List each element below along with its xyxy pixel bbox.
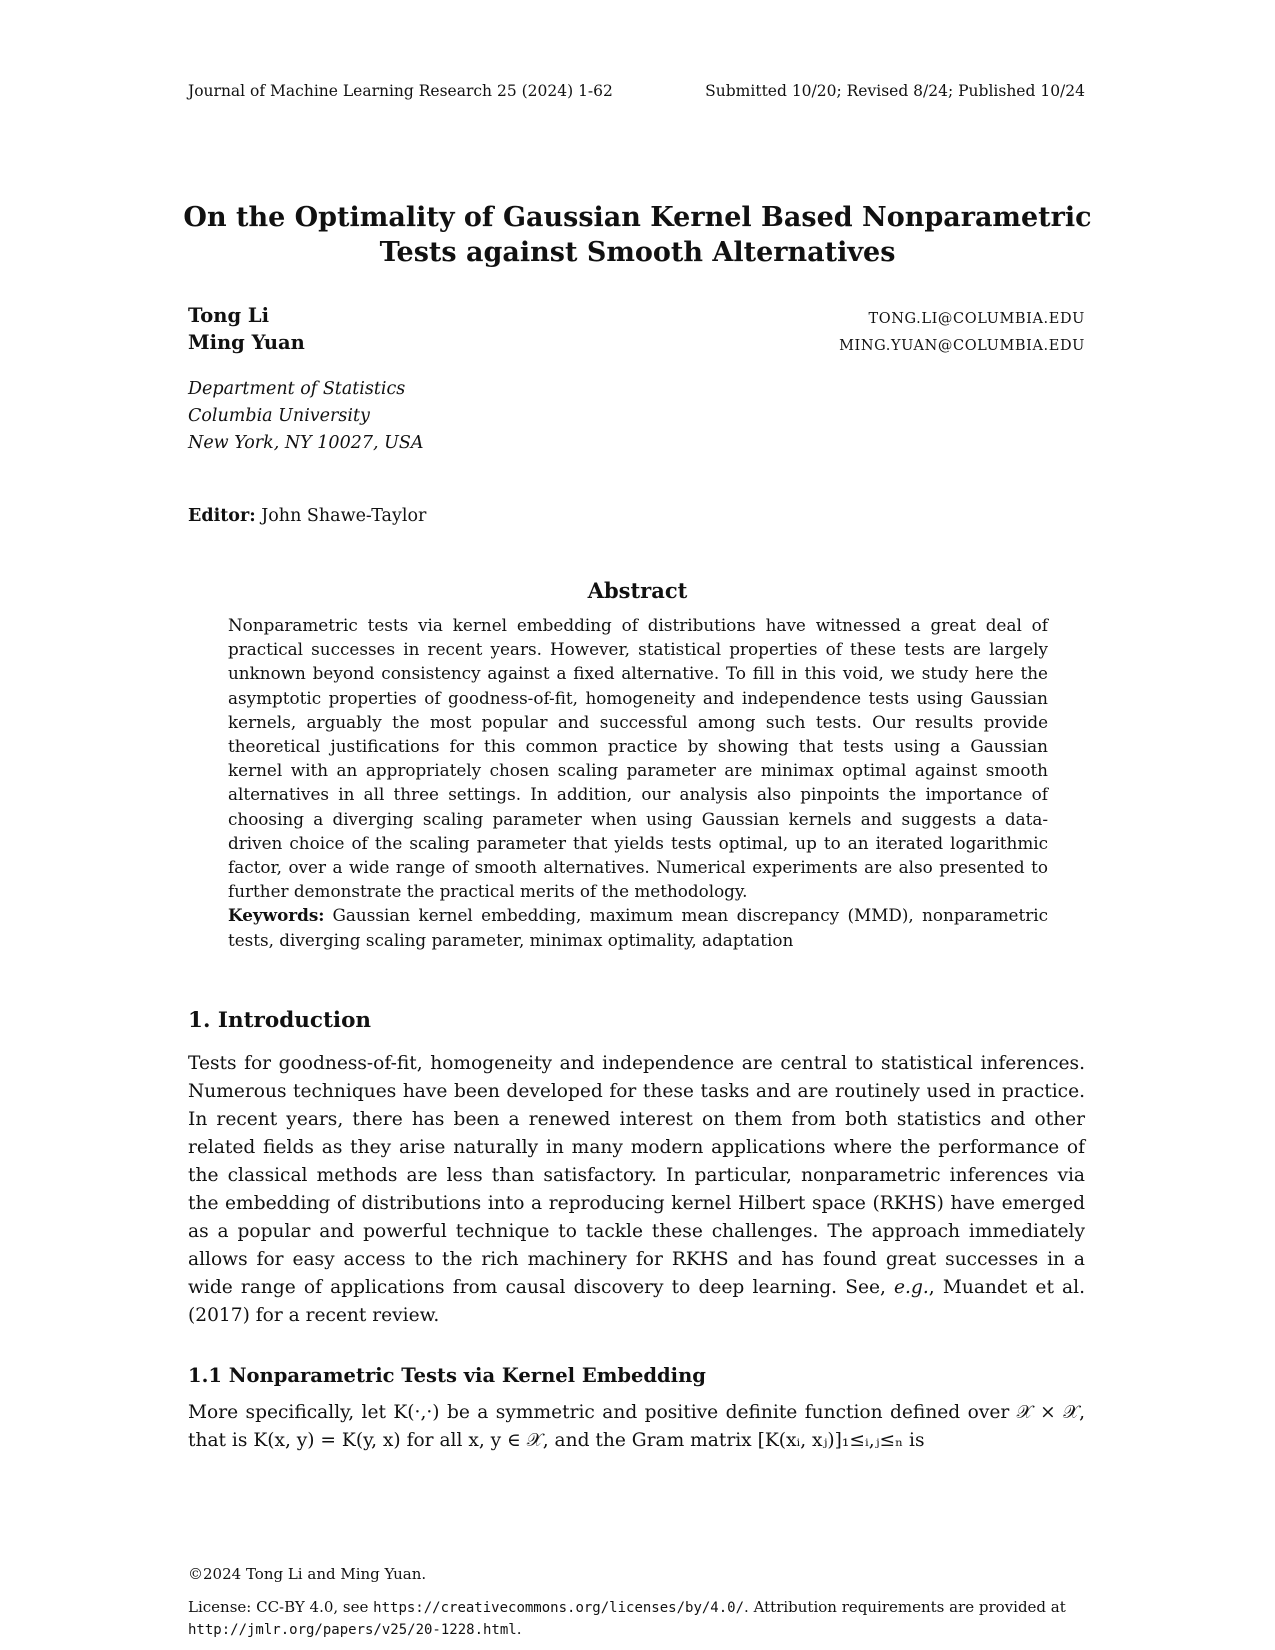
keywords <box>228 903 1048 951</box>
license-url-link[interactable]: https://creativecommons.org/licenses/by/4.0/ <box>373 1600 745 1616</box>
abstract-text: Nonparametric tests via kernel embedding of distributions have witnessed a great deal of practical successes in recent years. However, statistical properties of these tests are largely unknown beyond consistency against a fixed alternative. To fill in this void, we study here the asymptotic properties of goodness-of-fit, homogeneity and independence tests using Gaussian kernels, arguably the most popular and successful among such tests. Our results provide theoretical justifications for this common practice by showing that tests using a Gaussian kernel with an appropriately chosen scaling parameter are minimax optimal against smooth alternatives in all three settings. In addition, our analysis also pinpoints the importance of choosing a diverging scaling parameter when using Gaussian kernels and suggests a data-driven choice of the scaling parameter that yields tests optimal, up to an iterated logarithmic factor, over a wide range of smooth alternatives. Numerical experiments are also presented to further demonstrate the practical merits of the methodology. <box>228 615 1048 902</box>
intro-end: , Muandet et al. (2017) for a recent review. <box>188 1277 1086 1326</box>
copyright-notice: ©2024 Tong Li and Ming Yuan. <box>188 1565 427 1583</box>
subsection-heading-kernel-embedding: 1.1 Nonparametric Tests via Kernel Embedding <box>188 1364 706 1387</box>
title-line-1: On the Optimality of Gaussian Kernel Based Nonparametric <box>183 202 1092 233</box>
abstract-heading: Abstract <box>587 578 688 603</box>
kernel-embedding-paragraph: More specifically, let K(·,·) be a symmetric and positive definite function defined over 𝒳 × 𝒳, that is K(x, y) = K(y, x) for all x, y ∈ 𝒳, and the Gram matrix [K(xᵢ, xⱼ)]₁≤ᵢ,ⱼ≤ₙ is <box>188 1402 1085 1451</box>
section-heading-introduction: 1. Introduction <box>188 1008 372 1033</box>
editor-line <box>188 506 426 526</box>
title-line-2: Tests against Smooth Alternatives <box>379 237 896 268</box>
introduction-paragraph <box>188 1050 1085 1330</box>
license-end: . <box>516 1620 522 1638</box>
keywords-text: Gaussian kernel embedding, maximum mean discrepancy (MMD), nonparametric tests, diverging scaling parameter, minimax optimality, adaptation <box>228 905 1048 950</box>
keywords-label: Keywords: <box>228 905 325 926</box>
license-notice <box>188 1597 1085 1641</box>
license-pre: License: CC-BY 4.0, see <box>188 1598 374 1616</box>
abstract-body <box>228 613 1048 952</box>
journal-header: Journal of Machine Learning Research 25 (2024) 1-62 <box>188 82 613 100</box>
editor-label: Editor: <box>188 506 256 526</box>
university: Columbia University <box>188 406 370 426</box>
submission-dates: Submitted 10/20; Revised 8/24; Published 10/24 <box>705 82 1085 100</box>
license-mid: . Attribution requirements are provided at <box>744 1598 1066 1616</box>
author-email-1[interactable]: TONG.LI@COLUMBIA.EDU <box>868 311 1085 327</box>
department: Department of Statistics <box>188 379 406 399</box>
intro-text: Tests for goodness-of-fit, homogeneity and independence are central to statistical inferences. Numerous techniques have been developed for these tasks and are routinely used in practice. In recent years, there has been a renewed interest on them from both statistics and other related fields as they arise naturally in many modern applications where the performance of the classical methods are less than satisfactory. In particular, nonparametric inferences via the embedding of distributions into a reproducing kernel Hilbert space (RKHS) have emerged as a popular and powerful technique to tackle these challenges. The approach immediately allows for easy access to the rich machinery for RKHS and has found great successes in a wide range of applications from causal discovery to deep learning. See, <box>188 1053 1085 1298</box>
address: New York, NY 10027, USA <box>188 433 424 453</box>
affiliation <box>188 376 423 457</box>
author-name-1: Tong Li <box>188 304 269 327</box>
author-name-2: Ming Yuan <box>188 331 305 354</box>
intro-eg: e.g. <box>894 1277 929 1298</box>
author-email-2[interactable]: MING.YUAN@COLUMBIA.EDU <box>839 338 1085 354</box>
editor-name: John Shawe-Taylor <box>261 506 427 526</box>
paper-title <box>150 200 1125 270</box>
paper-url-link[interactable]: http://jmlr.org/papers/v25/20-1228.html <box>188 1622 517 1638</box>
